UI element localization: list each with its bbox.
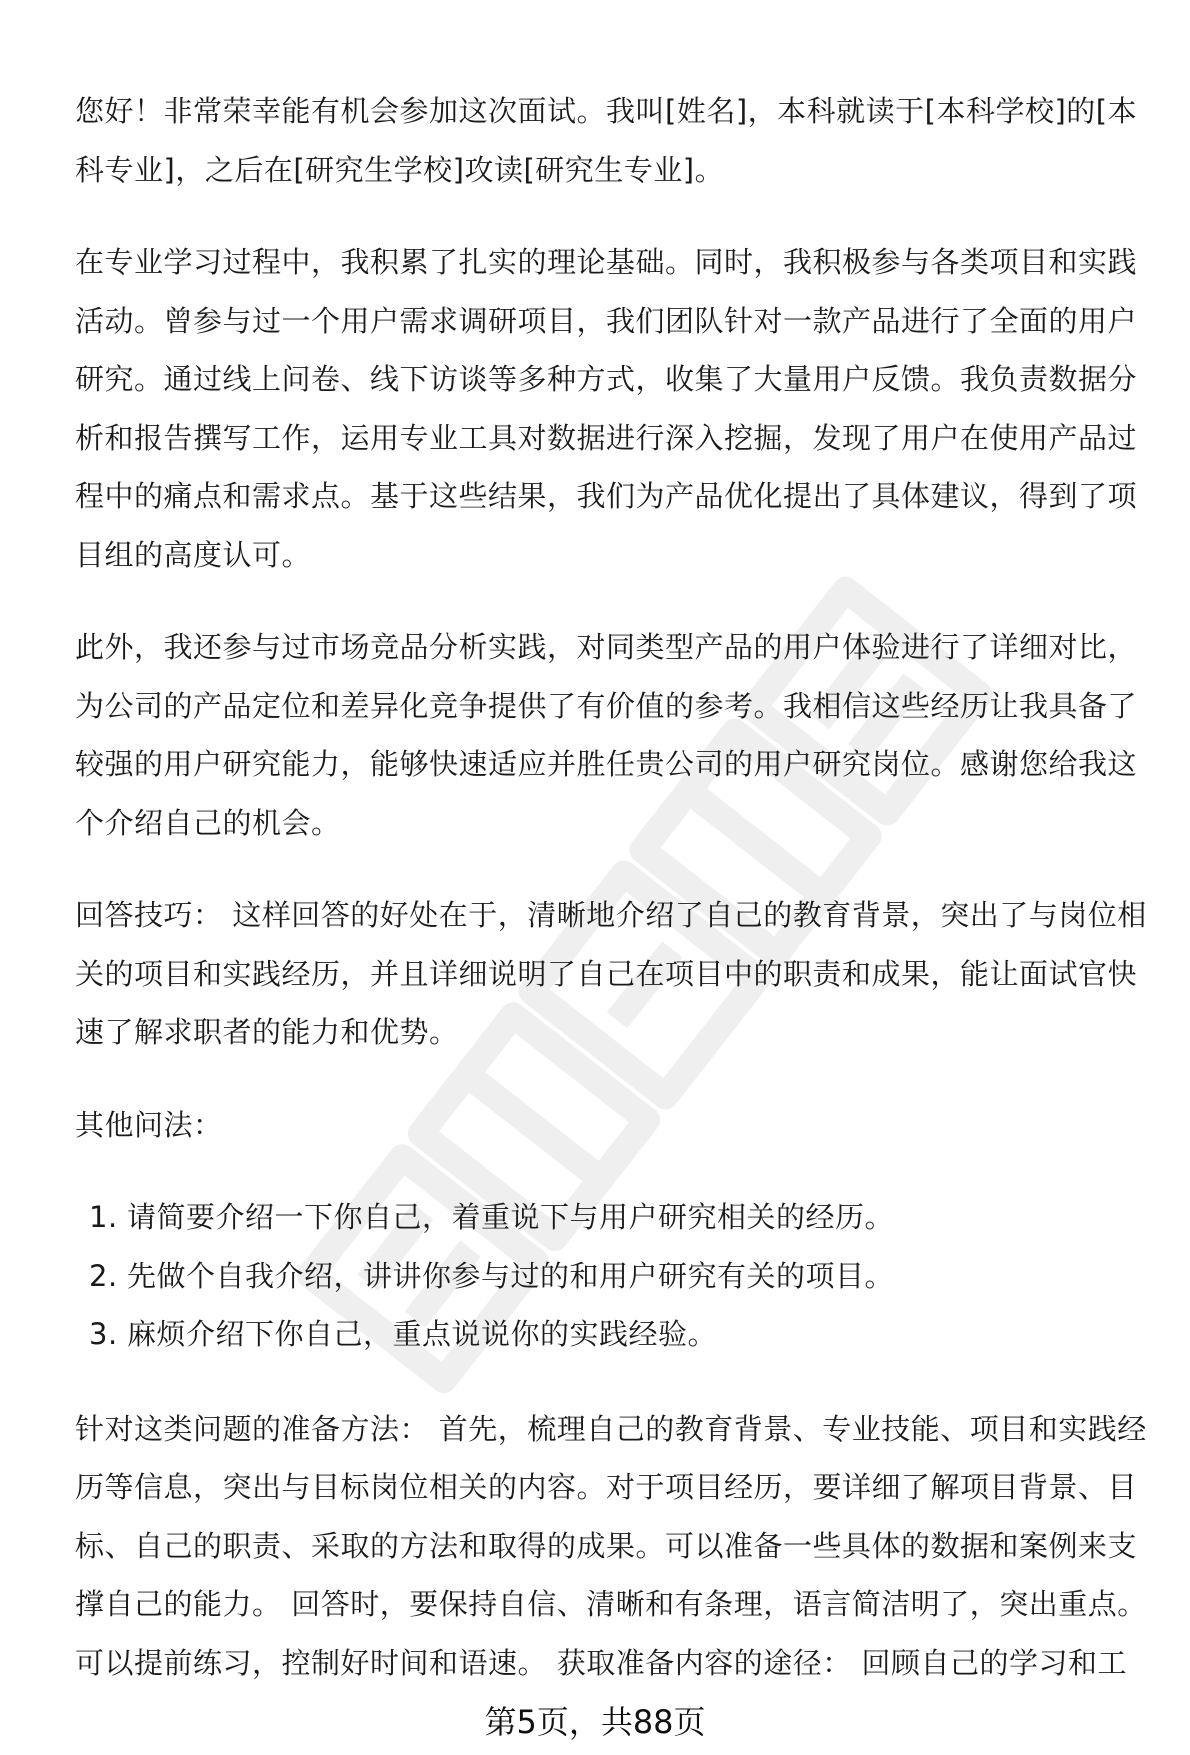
list-item-text: 先做个自我介绍，讲讲你参与过的和用户研究有关的项目。 [127,1258,895,1293]
list-item [75,1305,1160,1364]
preparation-paragraph: 针对这类问题的准备方法： 首先，梳理自己的教育背景、专业技能、项目和实践经历等信息，突出与目标岗位相关的内容。对于项目经历，要详细了解项目背景、目标、自己的职责、采取的方法和取得的成果。可以准备一些具体的数据和案例来支撑自己的能力。 回答时，要保持自信、清晰和有条理，语言简洁明了，突出重点。可以提前练习，控制好时间和语速。 获取准备内容的途径： 回顾自己的学习和工 [75,1411,1147,1680]
other-questions-list [75,1188,1160,1364]
list-item-number: 3. [89,1317,118,1351]
page-indicator: 第5页，共88页 [484,1703,706,1741]
intro-paragraph: 您好！非常荣幸能有机会参加这次面试。我叫[姓名]，本科就读于[本科学校]的[本科专业]，之后在[研究生学校]攻读[研究生专业]。 [75,94,1138,187]
list-item-number: 1. [89,1200,118,1234]
list-item-text: 请简要介绍一下你自己，着重说下与用户研究相关的经历。 [127,1200,895,1234]
experience-paragraph: 在专业学习过程中，我积累了扎实的理论基础。同时，我积极参与各类项目和实践活动。曾参与过一个用户需求调研项目，我们团队针对一款产品进行了全面的用户研究。通过线上问卷、线下访谈等多种方式，收集了大量用户反馈。我负责数据分析和报告撰写工作，运用专业工具对数据进行深入挖掘，发现了用户在使用产品过程中的痛点和需求点。基于这些结果，我们为产品优化提出了具体建议，得到了项目组的高度认可。 [75,245,1138,572]
list-item-text: 麻烦介绍下你自己，重点说说你的实践经验。 [127,1317,718,1351]
document-body [75,82,1160,1692]
list-item [75,1247,1160,1306]
list-item [75,1188,1160,1247]
additional-paragraph: 此外，我还参与过市场竞品分析实践，对同类型产品的用户体验进行了详细对比，为公司的产品定位和差异化竞争提供了有价值的参考。我相信这些经历让我具备了较强的用户研究能力，能够快速适应并胜任贵公司的用户研究岗位。感谢您给我这个介绍自己的机会。 [75,630,1138,840]
other-questions-label: 其他问法： [75,1107,223,1142]
list-item-number: 2. [89,1258,118,1293]
tips-paragraph: 回答技巧： 这样回答的好处在于，清晰地介绍了自己的教育背景，突出了与岗位相关的项目和实践经历，并且详细说明了自己在项目中的职责和成果，能让面试官快速了解求职者的能力和优势。 [75,898,1147,1049]
